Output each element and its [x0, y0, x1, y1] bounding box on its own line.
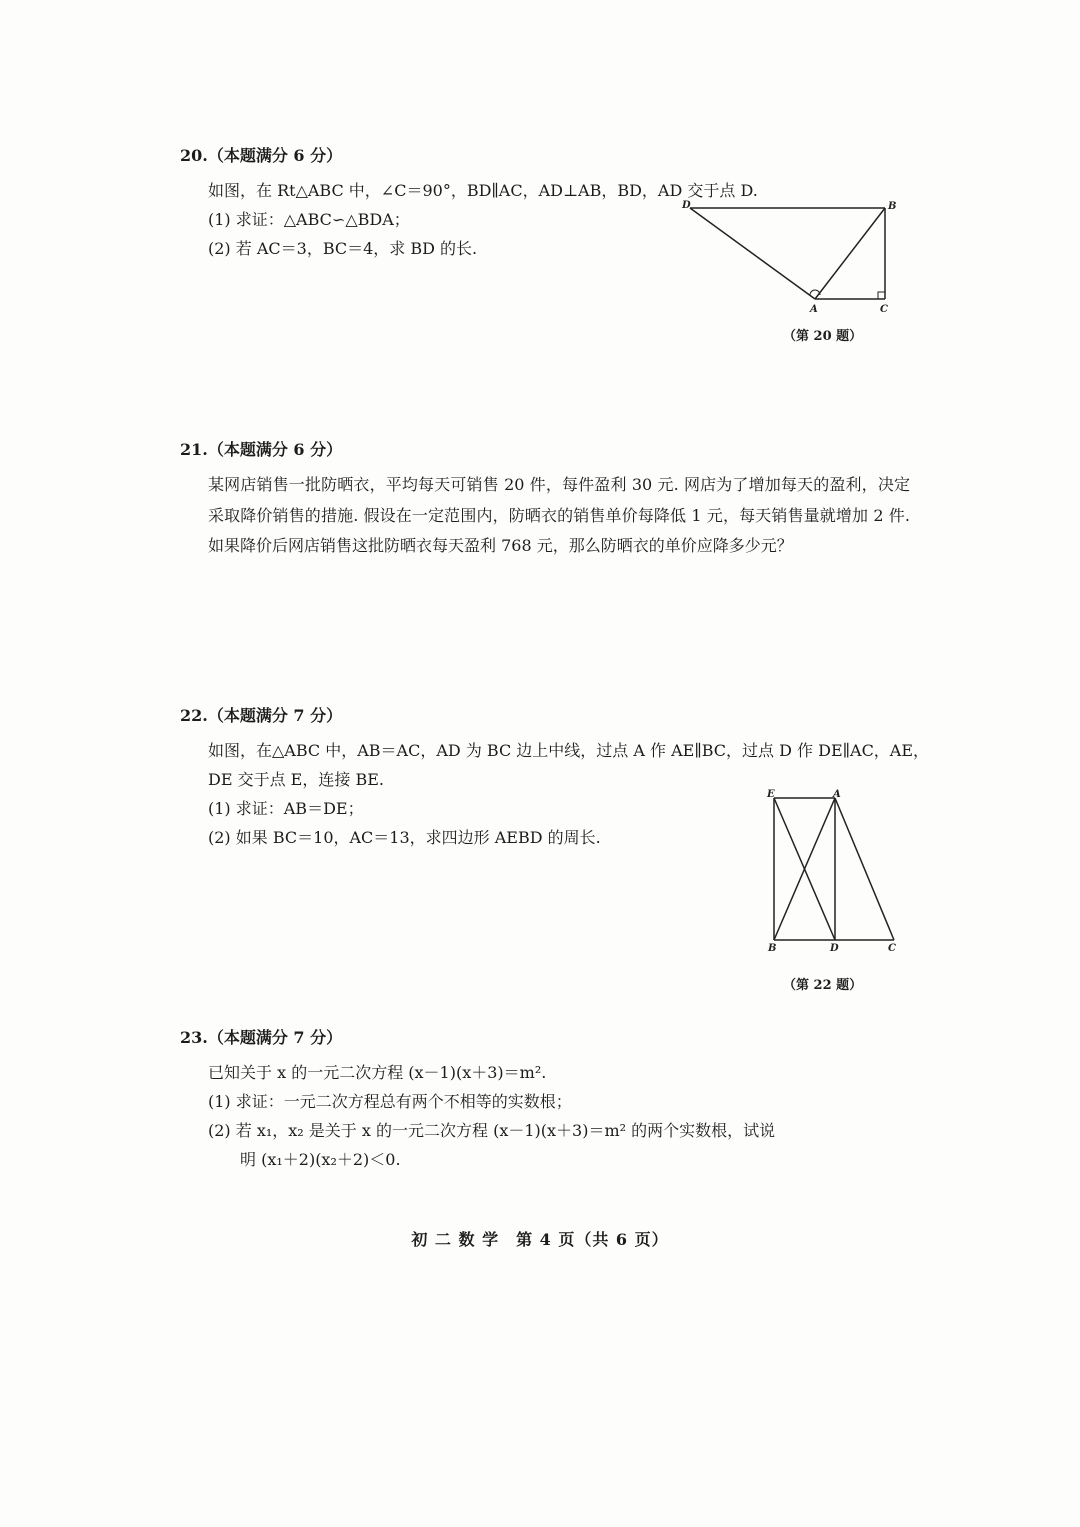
question-23-stem: 已知关于 x 的一元二次方程 (x－1)(x＋3)＝m².	[208, 1063, 547, 1082]
figure-20	[680, 198, 900, 318]
question-20-stem: 如图，在 Rt△ABC 中，∠C＝90°，BD∥AC，AD⊥AB，BD，AD 交于点 D.	[208, 181, 758, 200]
figure-20-label-d: D	[682, 200, 691, 211]
page-footer: 初 二 数 学 第 4 页（共 6 页）	[411, 1230, 669, 1249]
figure-22-label-a: A	[833, 789, 841, 800]
figure-22-label-d: D	[830, 943, 839, 954]
figure-20-caption: （第 20 题）	[783, 329, 863, 344]
question-23	[180, 1028, 910, 1174]
question-21	[180, 440, 910, 562]
question-22-stem-1: 如图，在△ABC 中，AB＝AC，AD 为 BC 边上中线，过点 A 作 AE∥BC，过点 D 作 DE∥AC，AE，	[208, 741, 930, 760]
question-23-part-2: (2) 若 x₁，x₂ 是关于 x 的一元二次方程 (x－1)(x＋3)＝m² 的两个实数根，试说	[208, 1121, 776, 1140]
question-22-part-1: (1) 求证：AB＝DE；	[208, 799, 364, 818]
question-21-text: 某网店销售一批防晒衣，平均每天可销售 20 件，每件盈利 30 元. 网店为了增加每天的盈利，决定采取降价销售的措施. 假设在一定范围内，防晒衣的销售单价每降低 1 元，每天销售量就增加 2 件. 如果降价后网店销售这批防晒衣每天盈利 768 元，那么防晒衣的单价应降多少元？	[208, 475, 910, 555]
question-22-part-2: (2) 如果 BC＝10，AC＝13，求四边形 AEBD 的周长.	[208, 828, 601, 847]
figure-20-label-c: C	[880, 304, 888, 315]
figure-20-label-a: A	[810, 304, 818, 315]
question-23-header: 23.（本题满分 7 分）	[180, 1028, 343, 1047]
figure-22	[760, 786, 910, 956]
figure-22-caption: （第 22 题）	[783, 978, 863, 993]
question-20-part-2: (2) 若 AC＝3，BC＝4，求 BD 的长.	[208, 239, 478, 258]
figure-22-label-b: B	[768, 943, 777, 954]
figure-22-label-e: E	[767, 789, 775, 800]
question-20-part-1: (1) 求证：△ABC∽△BDA；	[208, 210, 410, 229]
question-20-header: 20.（本题满分 6 分）	[180, 146, 343, 165]
question-23-part-1: (1) 求证：一元二次方程总有两个不相等的实数根；	[208, 1092, 572, 1111]
question-21-header: 21.（本题满分 6 分）	[180, 440, 343, 459]
figure-20-label-b: B	[888, 201, 897, 212]
question-22-header: 22.（本题满分 7 分）	[180, 706, 343, 725]
figure-22-label-c: C	[888, 943, 896, 954]
question-22-stem-2: DE 交于点 E，连接 BE.	[208, 770, 384, 789]
question-23-part-2-cont: 明 (x₁＋2)(x₂＋2)＜0.	[240, 1150, 401, 1169]
